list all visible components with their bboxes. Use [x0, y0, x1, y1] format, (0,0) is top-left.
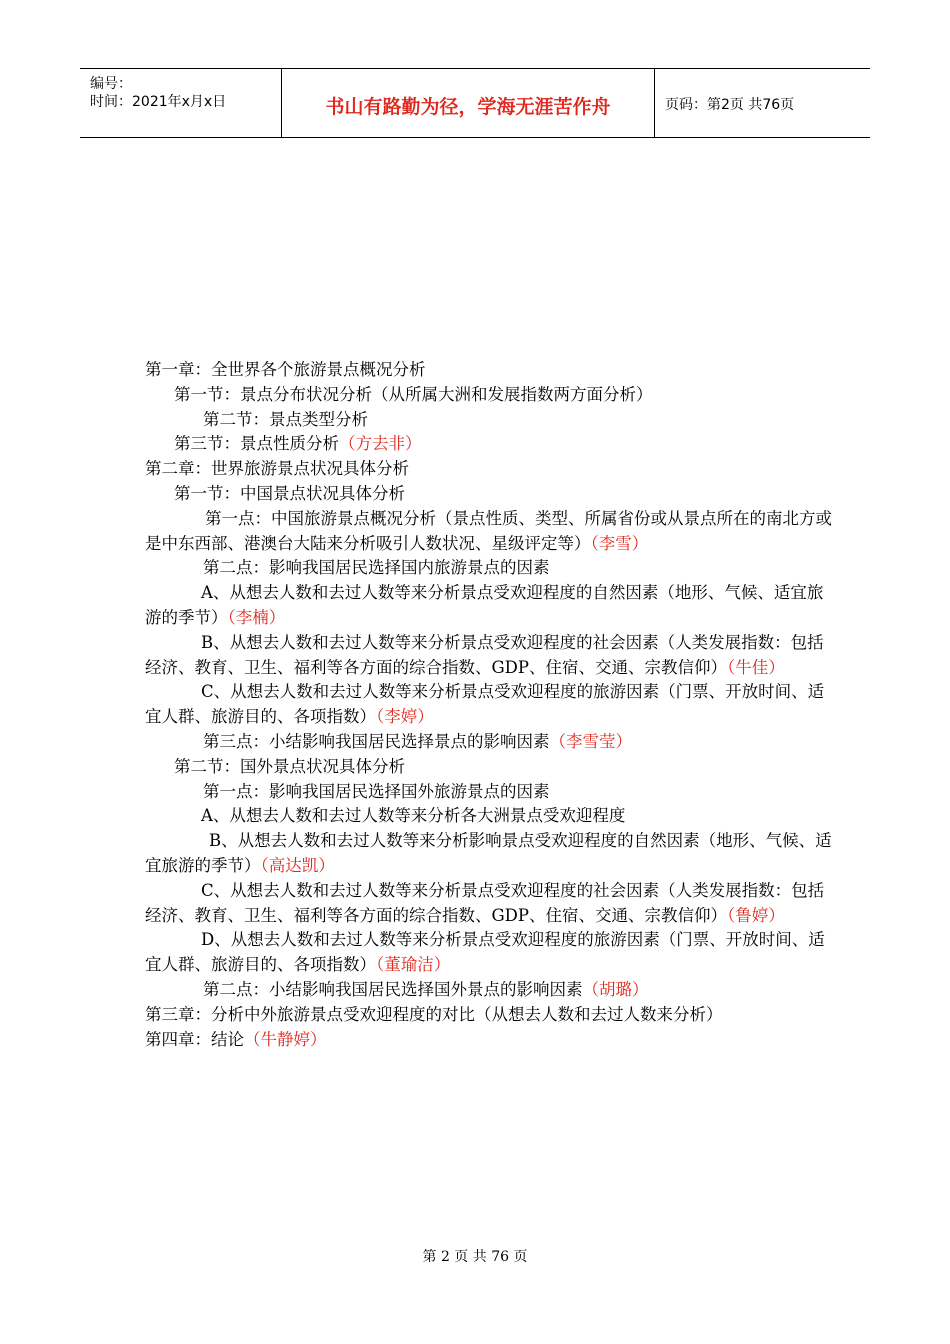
outline-line: 第四章：结论（牛静婷） [145, 1029, 327, 1049]
outline [145, 358, 835, 1052]
header-left-cell [80, 69, 282, 137]
time-label: 时间：2021年x月x日 [90, 94, 227, 110]
outline-line: B、从想去人数和去过人数等来分析影响景点受欢迎程度的自然因素（地形、气候、适宜旅游的季节）（高达凯） [145, 831, 832, 875]
page-info: 页码：第2页 共76页 [665, 97, 795, 113]
author-name: （李雪莹） [549, 731, 632, 751]
motto: 书山有路勤为径，学海无涯苦作舟 [325, 96, 611, 118]
outline-line: 第一章：全世界各个旅游景点概况分析 [145, 360, 426, 379]
page-header [80, 68, 870, 138]
outline-line: 第一点：影响我国居民选择国外旅游景点的因素 [203, 781, 550, 801]
outline-line: 第一节：景点分布状况分析（从所属大洲和发展指数两方面分析） [174, 384, 653, 404]
outline-line: 第一点：中国旅游景点概况分析（景点性质、类型、所属省份或从景点所在的南北方或是中东西部、港澳台大陆来分析吸引人数状况、星级评定等）（李雪） [145, 508, 832, 553]
author-name: （胡璐） [582, 979, 649, 999]
outline-line: 第一节：中国景点状况具体分析 [174, 483, 405, 503]
outline-line: 第三章：分析中外旅游景点受欢迎程度的对比（从想去人数和去过人数来分析） [145, 1004, 723, 1024]
outline-line: 第二节：国外景点状况具体分析 [174, 756, 405, 776]
author-name: （牛佳） [727, 657, 785, 677]
author-name: （李雪） [590, 533, 649, 553]
outline-line: B、从想去人数和去过人数等来分析景点受欢迎程度的社会因素（人类发展指数：包括经济、教育、卫生、福利等各方面的综合指数、GDP、住宿、交通、宗教信仰）（牛佳） [145, 632, 824, 677]
outline-line: A、从想去人数和去过人数等来分析景点受欢迎程度的自然因素（地形、气候、适宜旅游的季节）（李楠） [145, 583, 824, 627]
author-name: （李婷） [376, 707, 434, 727]
page-footer: 第 2 页 共 76 页 [422, 1249, 528, 1265]
outline-line: D、从想去人数和去过人数等来分析景点受欢迎程度的旅游因素（门票、开放时间、适宜人群、旅游目的、各项指数）（董瑜洁） [145, 930, 825, 975]
author-name: （高达凯） [260, 855, 335, 875]
outline-line: C、从想去人数和去过人数等来分析景点受欢迎程度的旅游因素（门票、开放时间、适宜人群、旅游目的、各项指数）（李婷） [145, 682, 825, 727]
outline-line: 第二节：景点类型分析 [203, 409, 368, 429]
outline-line: 第二点：小结影响我国居民选择国外景点的影响因素（胡璐） [203, 979, 649, 999]
header-right-cell [655, 69, 870, 137]
outline-line: 第三节：景点性质分析（方去非） [174, 434, 422, 454]
outline-line: A、从想去人数和去过人数等来分析各大洲景点受欢迎程度 [201, 806, 626, 826]
author-name: （董瑜洁） [376, 955, 451, 975]
outline-line: 第二点：影响我国居民选择国内旅游景点的因素 [203, 558, 550, 578]
outline-line: 第二章：世界旅游景点状况具体分析 [145, 459, 409, 479]
author-name: （牛静婷） [244, 1029, 327, 1049]
author-name: （李楠） [227, 607, 286, 627]
outline-line: C、从想去人数和去过人数等来分析景点受欢迎程度的社会因素（人类发展指数：包括经济、教育、卫生、福利等各方面的综合指数、GDP、住宿、交通、宗教信仰）（鲁婷） [145, 880, 825, 925]
author-name: （方去非） [339, 434, 422, 454]
header-middle-cell [282, 69, 655, 137]
author-name: （鲁婷） [727, 905, 785, 925]
number-label: 编号： [90, 76, 132, 92]
outline-line: 第三点：小结影响我国居民选择景点的影响因素（李雪莹） [203, 731, 632, 751]
